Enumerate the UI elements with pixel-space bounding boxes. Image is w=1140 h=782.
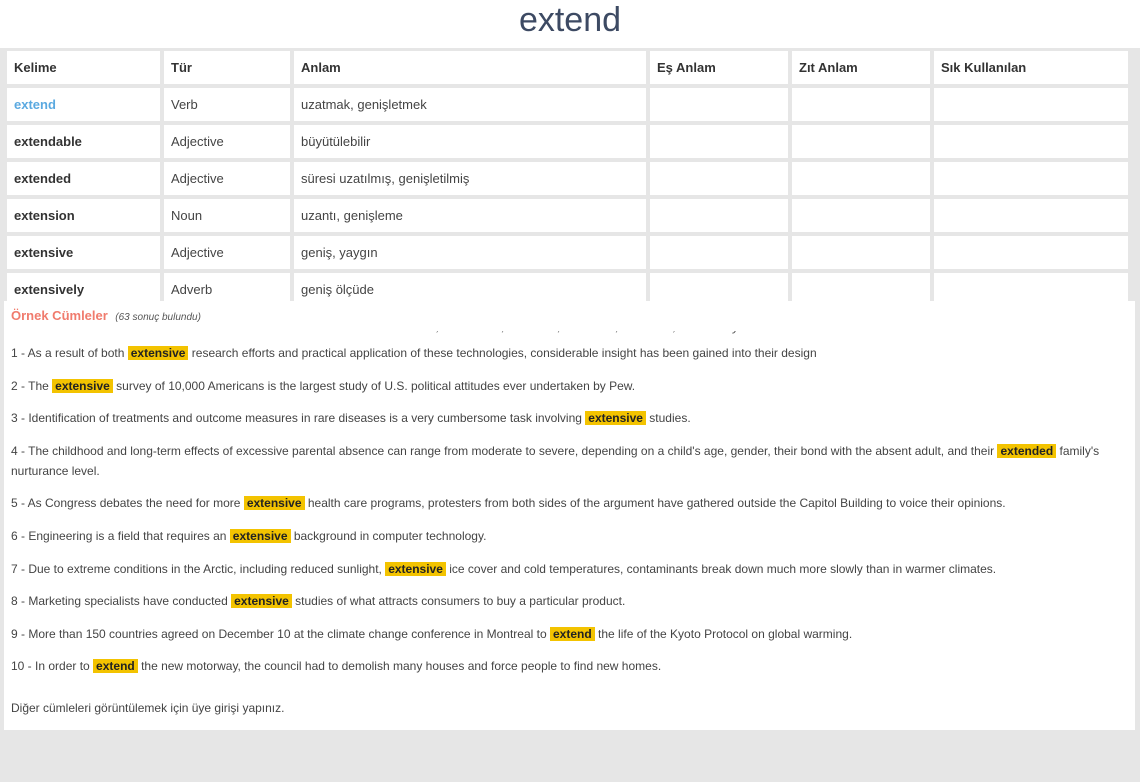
column-header-word: Kelime bbox=[7, 51, 160, 88]
example-sentence bbox=[11, 656, 1128, 676]
common-cell bbox=[934, 125, 1128, 162]
highlighted-word: extended bbox=[997, 444, 1056, 458]
sentence-text: background in computer technology. bbox=[290, 528, 487, 543]
example-sentence bbox=[11, 493, 1128, 513]
highlighted-word: extensive bbox=[128, 346, 189, 360]
table-row bbox=[7, 125, 1128, 162]
example-sentence bbox=[11, 526, 1128, 546]
highlighted-word: extensive bbox=[230, 529, 291, 543]
highlighted-word: extensive bbox=[244, 496, 305, 510]
example-sentence bbox=[11, 591, 1128, 611]
sentence-text: survey of 10,000 Americans is the largest study of U.S. political attitudes ever undertaken by Pew. bbox=[112, 378, 636, 393]
table-row bbox=[7, 236, 1128, 273]
meaning-cell: geniş ölçüde bbox=[294, 273, 646, 310]
example-sentences bbox=[4, 338, 1135, 730]
sentence-text: studies. bbox=[645, 411, 691, 426]
column-header-synonym: Eş Anlam bbox=[650, 51, 788, 88]
sentence-text: research efforts and practical application of these technologies, considerable insight has been gained into their design bbox=[188, 346, 817, 360]
synonym-cell bbox=[650, 236, 788, 273]
login-link[interactable]: üye girişi bbox=[191, 701, 240, 716]
sentence-text: 2 - The bbox=[11, 378, 53, 393]
column-header-antonym: Zıt Anlam bbox=[792, 51, 930, 88]
page-title: extend bbox=[518, 1, 622, 39]
synonym-cell bbox=[650, 199, 788, 236]
sentence-text: 6 - Engineering is a field that requires an bbox=[11, 528, 230, 543]
sentence-text: 10 - In order to bbox=[11, 659, 94, 674]
highlighted-word: extend bbox=[550, 627, 595, 641]
highlighted-word: extensive bbox=[385, 562, 446, 576]
examples-heading: Örnek Cümleler bbox=[11, 308, 108, 323]
more-sentences-note bbox=[11, 700, 1128, 716]
antonym-cell bbox=[792, 199, 930, 236]
type-cell: Adjective bbox=[164, 236, 290, 273]
column-header-type: Tür bbox=[164, 51, 290, 88]
example-sentence bbox=[11, 559, 1128, 579]
word-table bbox=[3, 51, 1132, 310]
antonym-cell bbox=[792, 125, 930, 162]
antonym-cell bbox=[792, 236, 930, 273]
sentence-text: the new motorway, the council had to demolish many houses and force people to find new homes. bbox=[137, 659, 662, 674]
type-cell: Adverb bbox=[164, 273, 290, 310]
sentence-text: 7 - Due to extreme conditions in the Arctic, including reduced sunlight, bbox=[11, 561, 386, 576]
common-cell bbox=[934, 88, 1128, 125]
column-header-meaning: Anlam bbox=[294, 51, 646, 88]
word-cell[interactable]: extensive bbox=[7, 236, 160, 273]
column-header-common: Sık Kullanılan bbox=[934, 51, 1128, 88]
examples-count: (63 sonuç bulundu) bbox=[115, 312, 201, 323]
sentence-text: 8 - Marketing specialists have conducted bbox=[11, 594, 232, 609]
word-cell[interactable]: extension bbox=[7, 199, 160, 236]
highlighted-word: extend bbox=[93, 659, 138, 673]
meaning-cell: uzatmak, genişletmek bbox=[294, 88, 646, 125]
example-sentence bbox=[11, 343, 1128, 363]
sentence-text: 5 - As Congress debates the need for more bbox=[11, 496, 244, 511]
sentence-text: 4 - The childhood and long-term effects of excessive parental absence can range from moderate to severe, depending on a child's age, gender, their bond with the absent adult, and their bbox=[11, 443, 998, 458]
example-sentence bbox=[11, 408, 1128, 428]
table-row bbox=[7, 199, 1128, 236]
type-cell: Adjective bbox=[164, 125, 290, 162]
sentence-text: 3 - Identification of treatments and outcome measures in rare diseases is a very cumbersome task involving bbox=[11, 411, 586, 426]
synonym-cell bbox=[650, 125, 788, 162]
common-cell bbox=[934, 199, 1128, 236]
sentence-text: 1 - As a result of both bbox=[11, 346, 128, 360]
table-row bbox=[7, 88, 1128, 125]
common-cell bbox=[934, 162, 1128, 199]
antonym-cell bbox=[792, 162, 930, 199]
antonym-cell bbox=[792, 88, 930, 125]
sentence-text: health care programs, protesters from both sides of the argument have gathered outside the Capitol Building to voice their opinions. bbox=[304, 496, 1006, 511]
table-row bbox=[7, 162, 1128, 199]
example-sentence bbox=[11, 624, 1128, 644]
highlighted-word: extensive bbox=[231, 594, 292, 608]
highlighted-word: extensive bbox=[585, 411, 646, 425]
example-sentence bbox=[11, 376, 1128, 396]
example-sentence bbox=[11, 441, 1128, 481]
more-note-suffix: yapınız. bbox=[239, 701, 285, 716]
word-cell[interactable]: extended bbox=[7, 162, 160, 199]
common-cell bbox=[934, 236, 1128, 273]
synonym-cell bbox=[650, 162, 788, 199]
synonym-cell bbox=[650, 88, 788, 125]
meaning-cell: geniş, yaygın bbox=[294, 236, 646, 273]
meaning-cell: büyütülebilir bbox=[294, 125, 646, 162]
type-cell: Noun bbox=[164, 199, 290, 236]
meaning-cell: uzantı, genişleme bbox=[294, 199, 646, 236]
sentence-text: studies of what attracts consumers to buy a particular product. bbox=[291, 594, 626, 609]
table-header-row bbox=[7, 51, 1128, 88]
word-cell[interactable]: extend bbox=[7, 88, 160, 125]
sentence-text: family's nurturance level. bbox=[11, 443, 1100, 478]
type-cell: Adjective bbox=[164, 162, 290, 199]
word-cell[interactable]: extendable bbox=[7, 125, 160, 162]
word-cell[interactable]: extensively bbox=[7, 273, 160, 310]
sentence-text: 9 - More than 150 countries agreed on December 10 at the climate change conference in Montreal to bbox=[11, 626, 550, 641]
meaning-cell: süresi uzatılmış, genişletilmiş bbox=[294, 162, 646, 199]
examples-header bbox=[4, 301, 1135, 331]
more-note-prefix: Diğer cümleleri görüntülemek için bbox=[11, 701, 192, 716]
highlighted-word: extensive bbox=[52, 379, 113, 393]
sentence-text: the life of the Kyoto Protocol on global warming. bbox=[594, 626, 853, 641]
sentence-text: ice cover and cold temperatures, contaminants break down much more slowly than in warmer climates. bbox=[445, 561, 997, 576]
type-cell: Verb bbox=[164, 88, 290, 125]
